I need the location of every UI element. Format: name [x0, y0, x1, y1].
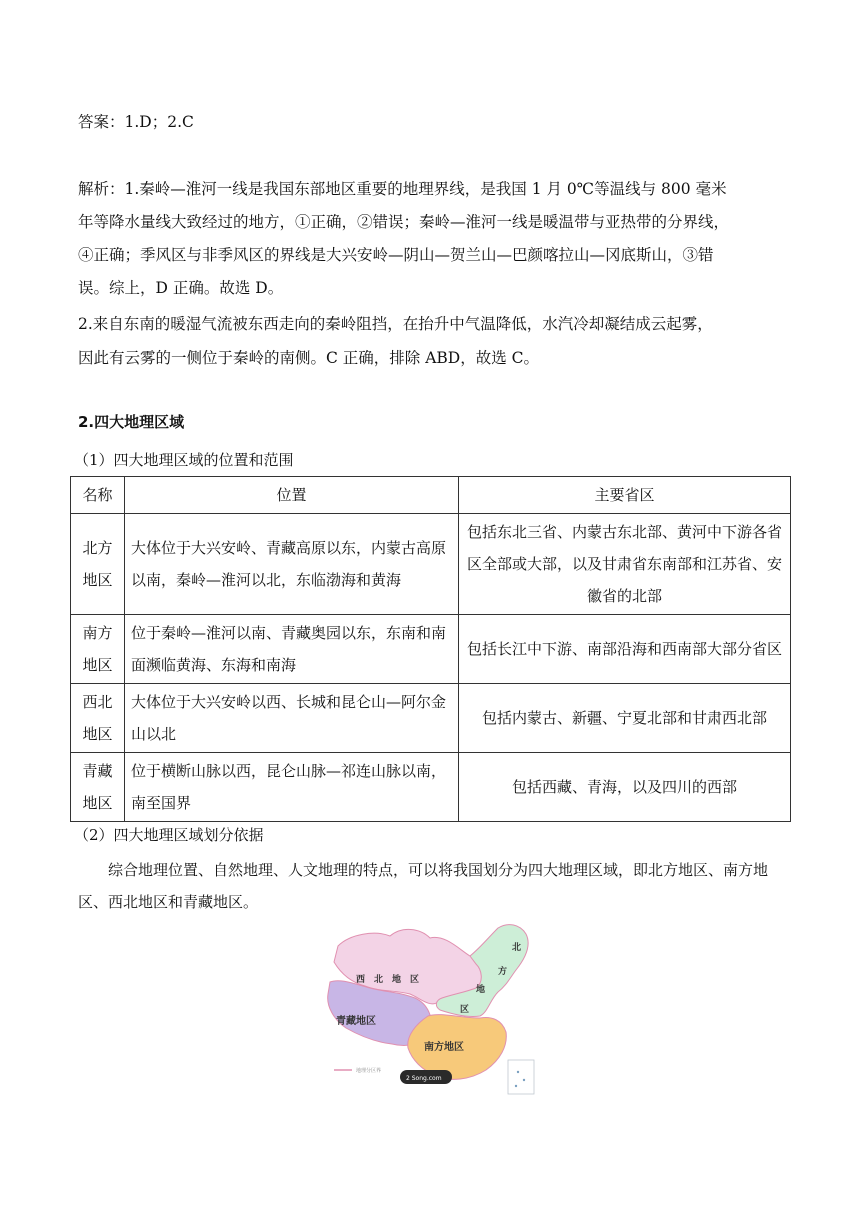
china-regions-map	[320, 920, 540, 1098]
section-title: 2.四大地理区域	[78, 413, 185, 431]
region-name: 南方地区	[71, 615, 125, 684]
analysis-line: 解析：1.秦岭—淮河一线是我国东部地区重要的地理界线，是我国 1 月 0℃等温线与 800 毫米	[78, 180, 727, 198]
label-north-1: 方	[498, 967, 508, 977]
south-sea-inset	[508, 1060, 534, 1094]
table-row	[71, 753, 791, 822]
regions-table	[70, 476, 791, 822]
legend-boundary: 地理分区界	[356, 1068, 382, 1074]
answer-line: 答案：1.D；2.C	[78, 113, 194, 131]
label-north-2: 地	[476, 985, 486, 995]
analysis-line: 2.来自东南的暖湿气流被东西走向的秦岭阻挡，在抬升中气温降低，水汽冷却凝结成云起雾，	[78, 315, 713, 333]
header-name: 名称	[71, 477, 125, 514]
division-paragraph: 综合地理位置、自然地理、人文地理的特点，可以将我国划分为四大地理区域，即北方地区、南方地区、西北地区和青藏地区。	[78, 861, 769, 911]
region-name: 西北地区	[71, 684, 125, 753]
region-position: 位于横断山脉以西，昆仑山脉—祁连山脉以南，南至国界	[125, 753, 459, 822]
region-position: 大体位于大兴安岭以西、长城和昆仑山—阿尔金山以北	[125, 684, 459, 753]
region-name: 北方地区	[71, 514, 125, 615]
region-name: 青藏地区	[71, 753, 125, 822]
region-provinces: 包括长江中下游、南部沿海和西南部大部分省区	[459, 615, 791, 684]
map-button-label: 2 Song.com	[406, 1075, 442, 1082]
table-row	[71, 615, 791, 684]
header-provinces: 主要省区	[459, 477, 791, 514]
region-provinces: 包括西藏、青海，以及四川的西部	[459, 753, 791, 822]
label-north-0: 北	[512, 943, 522, 953]
label-south: 南方地区	[424, 1042, 464, 1053]
table-row	[71, 684, 791, 753]
analysis-line: 误。综上，D 正确。故选 D。	[78, 279, 284, 297]
analysis-line: ④正确；季风区与非季风区的界线是大兴安岭—阴山—贺兰山—巴颜喀拉山—冈底斯山，③错	[78, 246, 714, 264]
table-header-row	[71, 477, 791, 514]
analysis-line: 年等降水量线大致经过的地方，①正确，②错误；秦岭—淮河一线是暖温带与亚热带的分界线，	[78, 213, 730, 231]
region-position: 位于秦岭—淮河以南、青藏奥园以东，东南和南面濒临黄海、东海和南海	[125, 615, 459, 684]
analysis-line: 因此有云雾的一侧位于秦岭的南侧。C 正确，排除 ABD，故选 C。	[78, 349, 540, 367]
label-northwest: 西 北 地 区	[356, 975, 420, 985]
label-north-3: 区	[460, 1005, 470, 1015]
region-position: 大体位于大兴安岭、青藏高原以东，内蒙古高原以南，秦岭—淮河以北，东临渤海和黄海	[125, 514, 459, 615]
header-position: 位置	[125, 477, 459, 514]
table-row	[71, 514, 791, 615]
label-tibet: 青藏地区	[336, 1016, 376, 1027]
region-provinces: 包括东北三省、内蒙古东北部、黄河中下游各省区全部或大部，以及甘肃省东南部和江苏省、安徽省的北部	[459, 514, 791, 615]
subsection-title: （1）四大地理区域的位置和范围	[74, 451, 294, 469]
region-provinces: 包括内蒙古、新疆、宁夏北部和甘肃西北部	[459, 684, 791, 753]
subsection-title: （2）四大地理区域划分依据	[74, 826, 264, 844]
